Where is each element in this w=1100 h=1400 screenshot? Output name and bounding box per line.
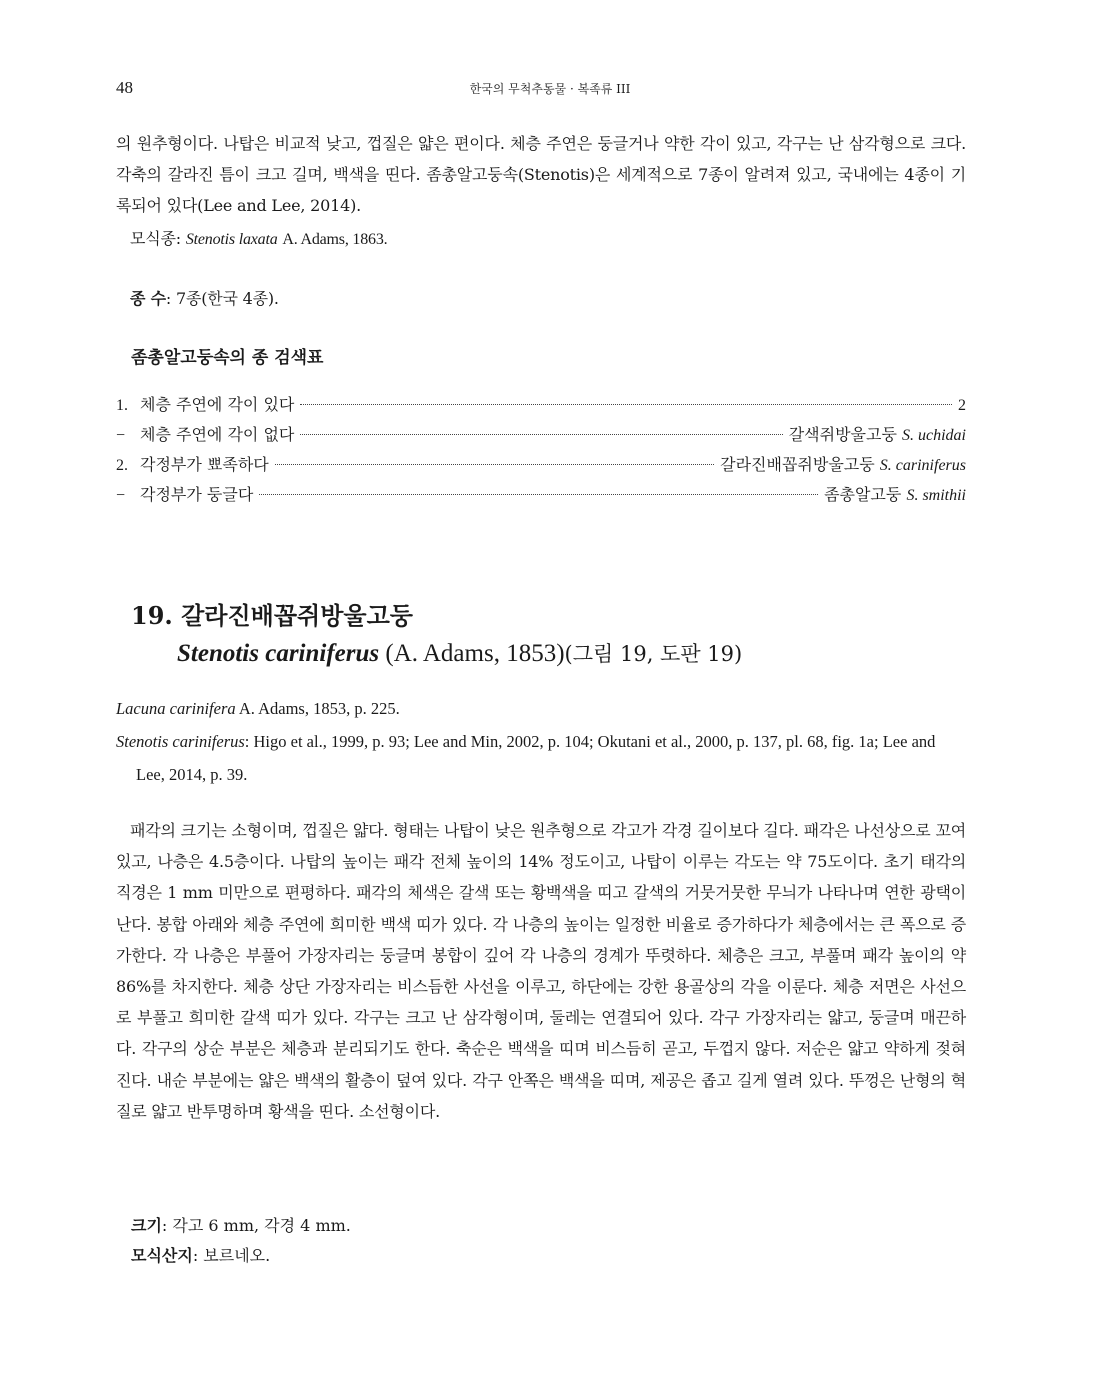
key-row-text: 각정부가 둥글다	[140, 485, 254, 504]
species-scientific-name: Stenotis cariniferus	[177, 640, 380, 667]
key-row-number: −	[116, 427, 126, 444]
synonym-entry	[116, 692, 966, 725]
species-count-line	[116, 283, 966, 314]
species-scientific-heading	[131, 634, 742, 674]
species-korean-name: 갈라진배꼽쥐방울고둥	[181, 601, 413, 630]
size-line	[131, 1213, 351, 1236]
key-result-korean: 갈라진배꼽쥐방울고둥	[720, 455, 880, 474]
synonym-reference: : Higo et al., 1999, p. 93; Lee and Min, 2002, p. 104; Okutani et al., 2000, p. 137, pl. 68, fig. 1a; Lee and Lee, 2014, p. 39.	[136, 732, 936, 784]
synonym-name: Stenotis cariniferus	[116, 732, 245, 751]
key-row-result	[720, 452, 966, 475]
key-row-number: −	[116, 487, 126, 504]
leader-dots	[275, 464, 714, 465]
type-species-name: Stenotis laxata	[185, 231, 278, 248]
species-count-value: : 7종(한국 4종).	[165, 289, 279, 308]
key-row-text: 체층 주연에 각이 없다	[140, 425, 295, 444]
intro-paragraph	[116, 128, 966, 221]
key-row-result	[958, 395, 966, 415]
key-row	[116, 392, 966, 422]
key-result-scientific: S. smithii	[906, 487, 966, 504]
leader-dots	[300, 434, 782, 435]
key-result-scientific: 2	[958, 397, 966, 414]
key-row-result	[824, 482, 966, 505]
synonym-entry	[116, 725, 966, 791]
leader-dots	[300, 404, 952, 405]
figure-reference: (그림 19, 도판 19)	[564, 642, 743, 666]
key-row	[116, 482, 966, 512]
type-locality-label: 모식산지	[131, 1246, 193, 1265]
key-result-scientific: S. cariniferus	[879, 457, 966, 474]
species-korean-heading	[131, 598, 742, 634]
key-row-number: 1.	[116, 397, 128, 414]
key-row	[116, 422, 966, 452]
type-species-label: 모식종:	[130, 229, 181, 248]
page-number: 48	[116, 78, 133, 97]
species-heading	[131, 598, 742, 674]
key-row-text: 각정부가 뾰족하다	[140, 455, 269, 474]
synonym-name: Lacuna carinifera	[116, 699, 236, 718]
species-description	[116, 815, 966, 1127]
type-locality-line	[131, 1243, 270, 1266]
species-number: 19.	[131, 601, 173, 630]
running-title: 한국의 무척추동물 · 복족류 III	[469, 82, 631, 96]
synonymy-list	[116, 692, 966, 791]
leader-dots	[259, 494, 818, 495]
description-text: 패각의 크기는 소형이며, 껍질은 얇다. 형태는 나탑이 낮은 원추형으로 각고가 각경 길이보다 길다. 패각은 나선상으로 꼬여 있고, 나층은 4.5층이다. 나탑의 높이는 패각 전체 높이의 14% 정도이고, 나탑이 이루는 각도는 약 75도이다. 초기 태각의 직경은 1 mm 미만으로 편평하다. 패각의 체색은 갈색 또는 황백색을 띠고 갈색의 거뭇거뭇한 무늬가 나타나며 연한 광택이 난다. 봉합 아래와 체층 주연에 희미한 백색 띠가 있다. 각 나층의 높이는 일정한 비율로 증가하다가 체층에서는 큰 폭으로 증가한다. 각 나층은 부풀어 가장자리는 둥글며 봉합이 깊어 각 나층의 경계가 뚜렷하다. 체층은 크고, 부풀며 패각 높이의 약 86%를 차지한다. 체층 상단 가장자리는 비스듬한 사선을 이루고, 하단에는 강한 용골상의 각을 이룬다. 체층 저면은 사선으로 부풀고 희미한 갈색 띠가 있다. 각구는 크고 난 삼각형이며, 둘레는 연결되어 있다. 각구 가장자리는 얇고, 둥글며 매끈하다. 각구의 상순 부분은 체층과 분리되기도 한다. 축순은 백색을 띠며 비스듬히 곧고, 두껍지 않다. 저순은 얇고 약하게 젖혀진다. 내순 부분에는 얇은 백색의 활층이 덮여 있다. 각구 안쪽은 백색을 띠며, 제공은 좁고 길게 열려 있다. 뚜껑은 난형의 혁질로 얇고 반투명하며 황색을 띤다. 소선형이다.	[116, 821, 966, 1121]
species-authority: (A. Adams, 1853)	[385, 640, 565, 667]
type-locality-value: : 보르네오.	[192, 1246, 271, 1265]
key-row	[116, 452, 966, 482]
key-result-korean: 갈색쥐방울고둥	[788, 425, 902, 444]
species-count-label: 종 수	[130, 289, 166, 308]
intro-text: 의 원추형이다. 나탑은 비교적 낮고, 껍질은 얇은 편이다. 체층 주연은 둥글거나 약한 각이 있고, 각구는 난 삼각형으로 크다. 각축의 갈라진 틈이 크고 길며, 백색을 띤다. 좀총알고둥속(Stenotis)은 세계적으로 7종이 알려져 있고, 국내에는 4종이 기록되어 있다(Lee and Lee, 2014).	[116, 134, 966, 215]
key-row-text: 체층 주연에 각이 있다	[140, 395, 295, 414]
key-heading: 좀총알고둥속의 종 검색표	[131, 348, 324, 368]
key-result-scientific: S. uchidai	[902, 427, 966, 444]
type-species-author: A. Adams, 1863.	[282, 231, 388, 248]
key-result-korean: 좀총알고둥	[824, 485, 907, 504]
key-row-number: 2.	[116, 457, 128, 474]
size-label: 크기	[131, 1216, 162, 1235]
identification-key	[116, 392, 966, 512]
synonym-reference: A. Adams, 1853, p. 225.	[235, 699, 400, 718]
size-value: : 각고 6 mm, 각경 4 mm.	[161, 1216, 351, 1235]
type-species-line	[116, 223, 966, 255]
key-row-result	[789, 422, 966, 445]
